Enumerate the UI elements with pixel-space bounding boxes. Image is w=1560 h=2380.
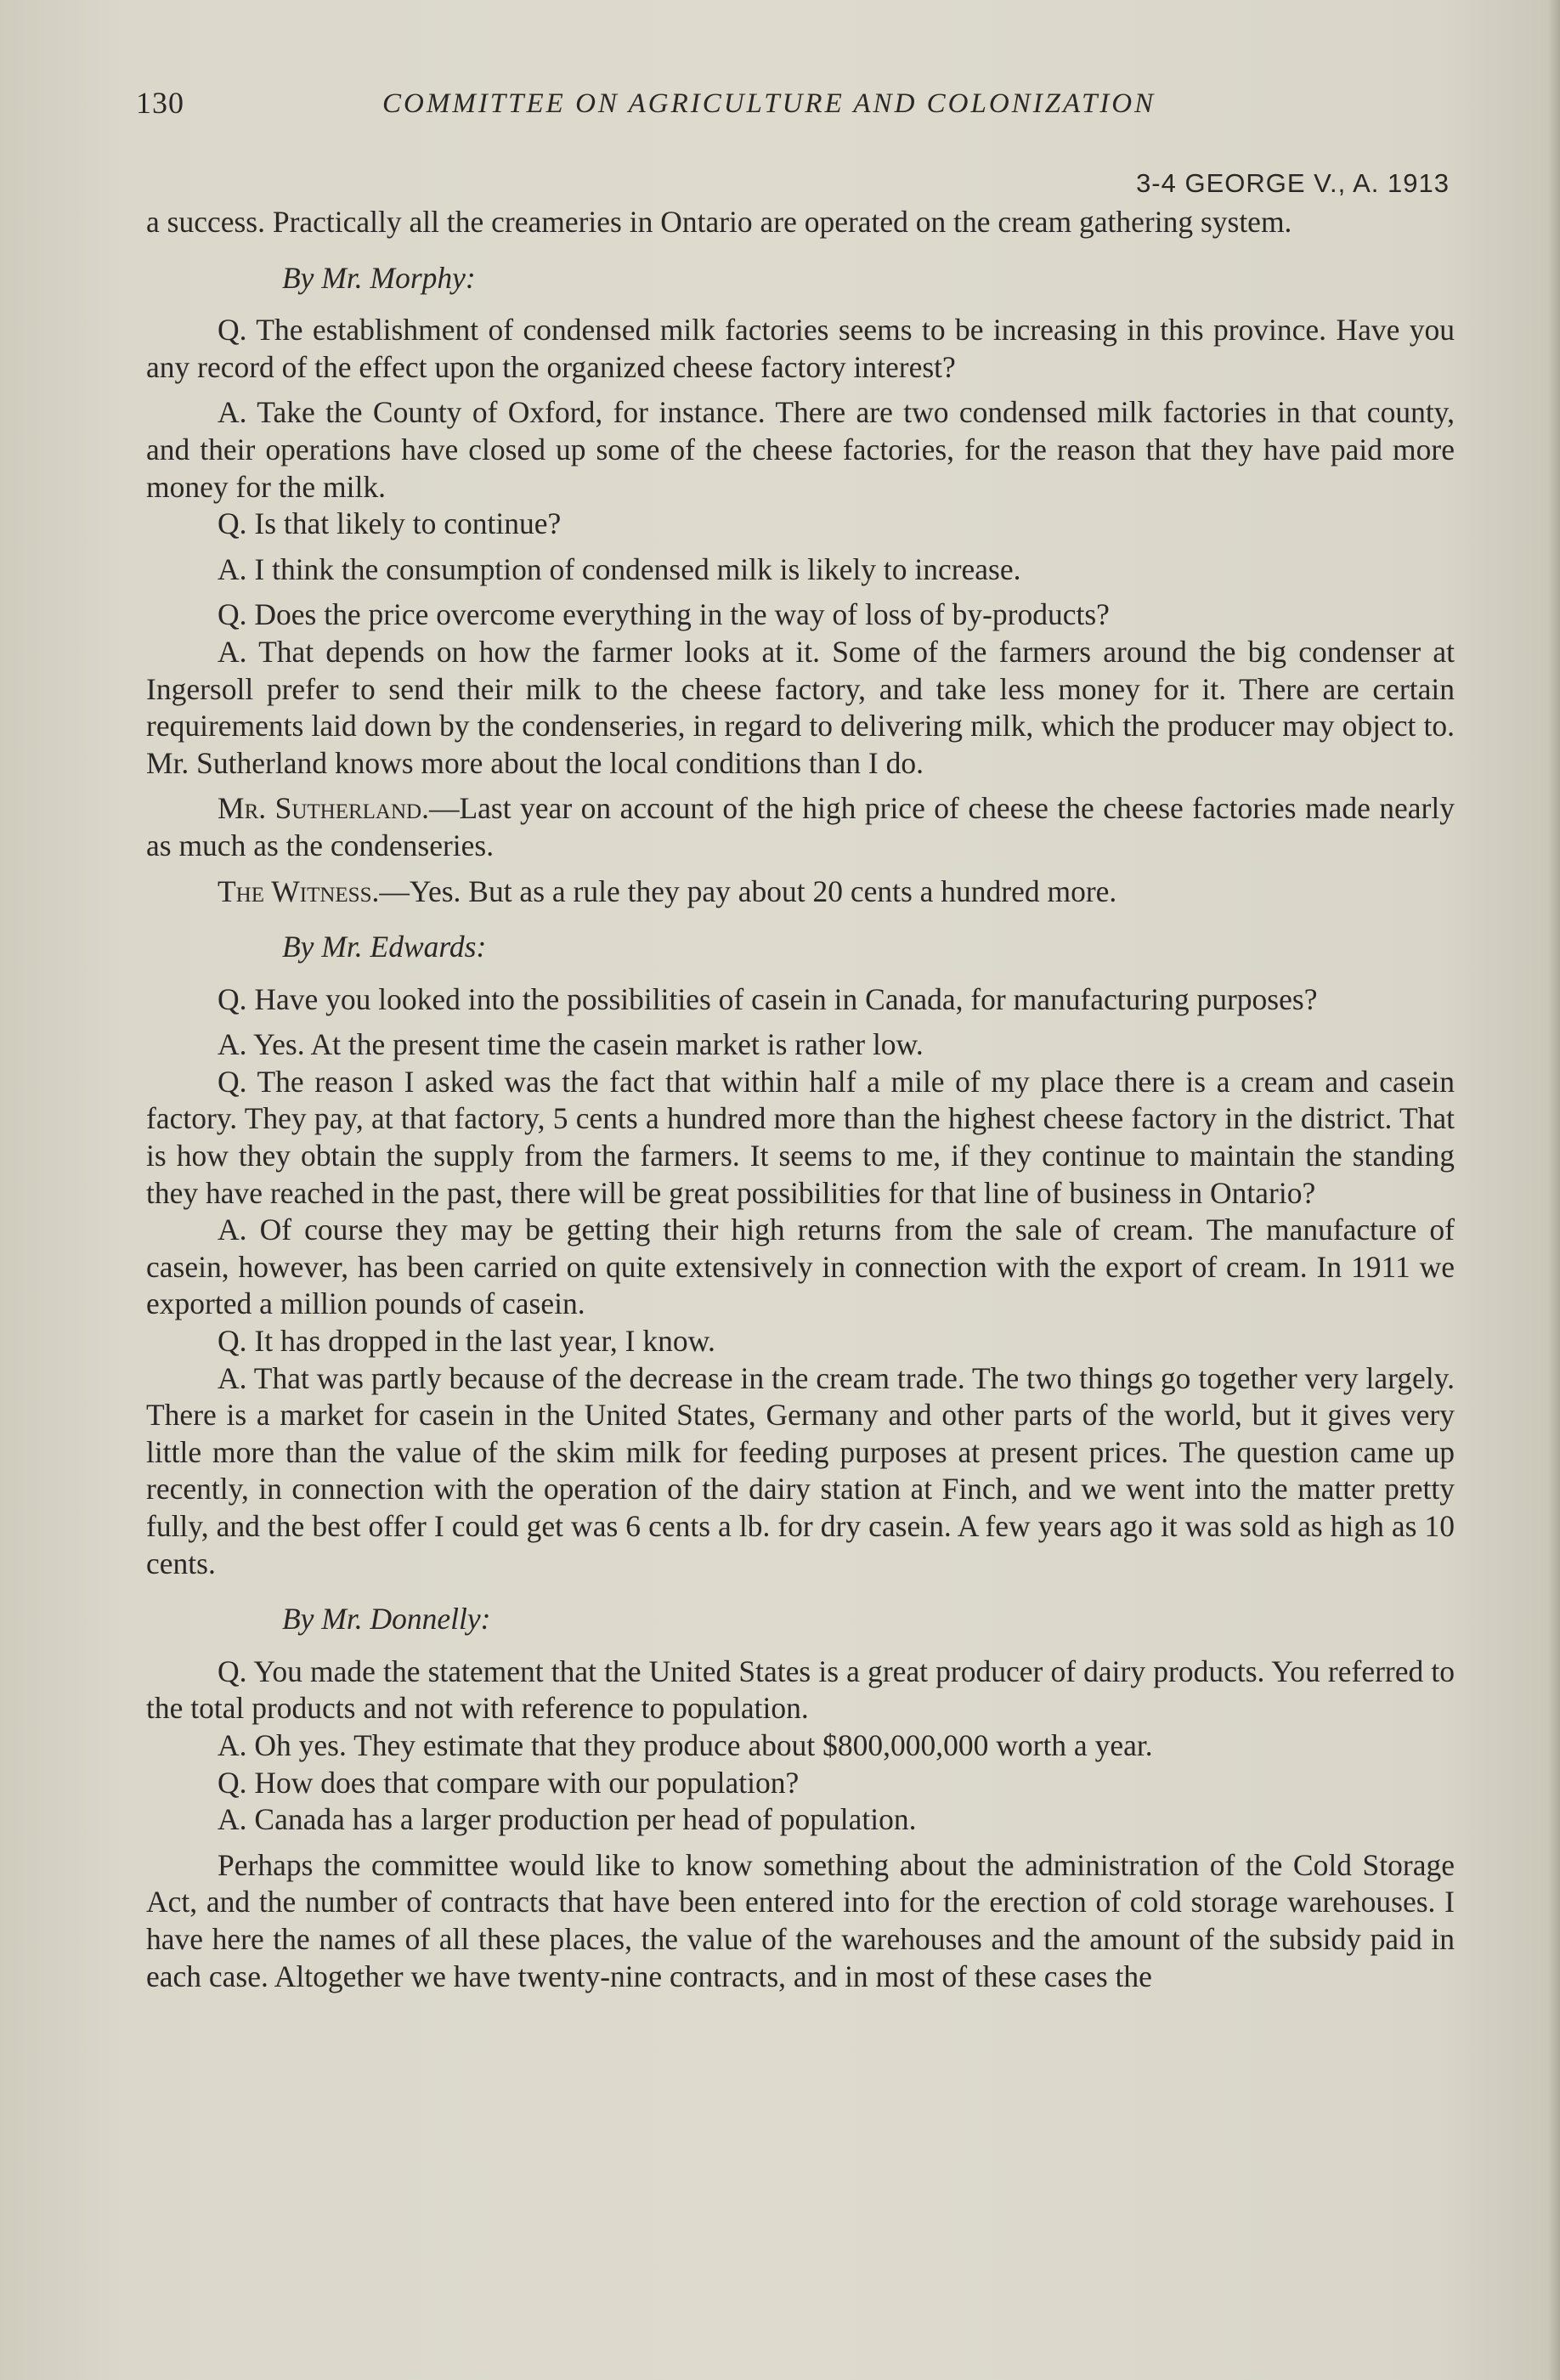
answer: A. Canada has a larger production per head of population. xyxy=(218,1802,917,1837)
body-text xyxy=(146,204,1455,1995)
question: Q. The establishment of condensed milk factories seems to be increasing in this province. Have you any record of the effect upon the organized cheese factory interest? xyxy=(146,313,1455,384)
answer: A. Oh yes. They estimate that they produce about $800,000,000 worth a year. xyxy=(218,1727,1153,1762)
answer: A. That was partly because of the decrease in the cream trade. The two things go together very largely. There is a market for casein in the United States, Germany and other parts of the world, but it gives very little more than the value of the skim milk for feeding purposes at present prices. The question came up recently, in connection with the operation of the dairy station at Finch, and we went into the matter pretty fully, and the best offer I could get was 6 cents a lb. for dry casein. A few years ago it was sold as high as 10 cents. xyxy=(146,1360,1455,1580)
question: Q. The reason I asked was the fact that within half a mile of my place there is a cream and casein factory. They pay, at that factory, 5 cents a hundred more than the highest cheese factory in the district. That is how they obtain the supply from the farmers. It seems to me, if they continue to maintain the standing they have reached in the past, there will be great possibilities for that line of business in Ontario? xyxy=(146,1064,1455,1210)
speaker-statement xyxy=(146,790,1455,864)
question: Q. You made the statement that the United States is a great producer of dairy products. You referred to the total products and not with reference to population. xyxy=(146,1654,1455,1726)
examiner-heading: By Mr. Edwards: xyxy=(282,930,487,964)
running-head: COMMITTEE ON AGRICULTURE AND COLONIZATION xyxy=(382,88,1156,119)
page-edge-shadow xyxy=(1548,0,1560,2380)
answer: A. That depends on how the farmer looks at it. Some of the farmers around the big condenser at Ingersoll prefer to send their milk to the cheese factory, and take less money for it. There are certain requirements laid down by the condenseries, in regard to delivering milk, which the producer may object to. Mr. Sutherland knows more about the local conditions than I do. xyxy=(146,634,1455,780)
question: Q. Is that likely to continue? xyxy=(218,506,562,541)
examiner-heading: By Mr. Morphy: xyxy=(282,260,476,295)
statement-text: .—Last year on account of the high price of cheese the cheese factories made nearly as much as the condenseries. xyxy=(146,791,1455,862)
answer: A. Yes. At the present time the casein market is rather low. xyxy=(218,1027,924,1062)
answer: A. I think the consumption of condensed milk is likely to increase. xyxy=(218,551,1021,586)
paragraph: Perhaps the committee would like to know something about the administration of the Cold Storage Act, and the number of contracts that have been entered into for the erection of cold storage warehouses. I have here the names of all these places, the value of the warehouses and the amount of the subsidy paid in each case. Altogether we have twenty-nine contracts, and in most of these cases the xyxy=(146,1847,1455,1993)
examiner-heading: By Mr. Donnelly: xyxy=(282,1602,491,1637)
answer: A. Take the County of Oxford, for instance. There are two condensed milk factories in that county, and their operations have closed up some of the cheese factories, for the reason that they have paid more money for the milk. xyxy=(146,395,1455,504)
paragraph: a success. Practically all the creameries in Ontario are operated on the cream gathering system. xyxy=(146,205,1292,239)
speaker-name: Mr. Sutherland xyxy=(218,791,422,826)
session-label: 3-4 GEORGE V., A. 1913 xyxy=(1136,168,1450,198)
question: Q. Does the price overcome everything in the way of loss of by-products? xyxy=(218,597,1110,632)
answer: A. Of course they may be getting their high returns from the sale of cream. The manufacture of casein, however, has been carried on quite extensively in connection with the export of cream. In 1911 we exported a million pounds of casein. xyxy=(146,1213,1455,1321)
page-number: 130 xyxy=(136,86,184,120)
question: Q. How does that compare with our population? xyxy=(218,1765,800,1800)
speaker-name: The Witness xyxy=(218,873,372,908)
question: Q. It has dropped in the last year, I know. xyxy=(218,1324,715,1359)
statement-text: .—Yes. But as a rule they pay about 20 cents a hundred more. xyxy=(371,873,1117,908)
speaker-statement xyxy=(146,873,1455,911)
question: Q. Have you looked into the possibilities of casein in Canada, for manufacturing purposes? xyxy=(218,981,1318,1016)
